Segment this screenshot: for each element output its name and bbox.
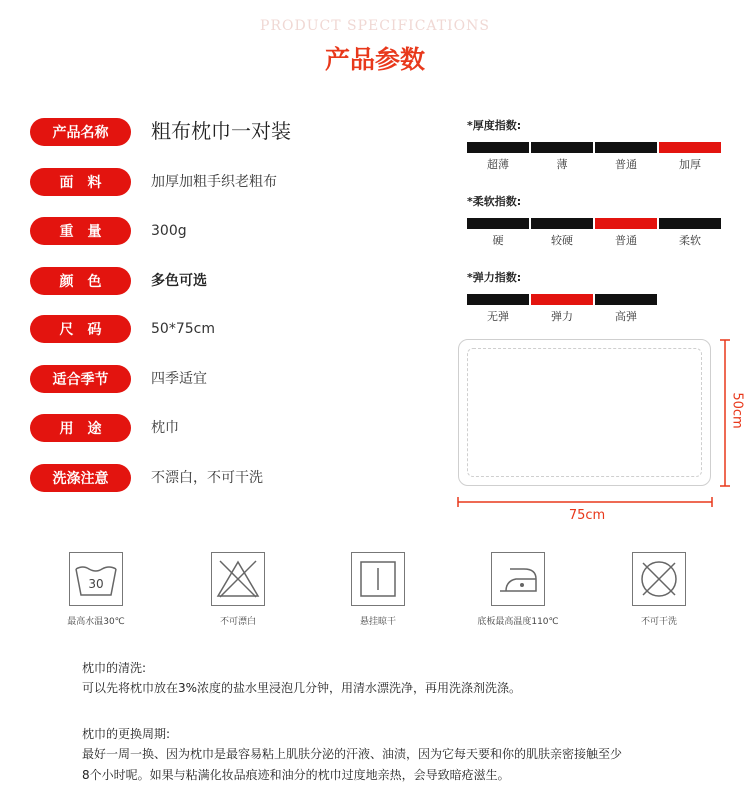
no-dry-clean-icon (632, 552, 686, 606)
thickness-index (467, 117, 723, 172)
care-label: 不可漂白 (219, 617, 256, 627)
care-label: 最高水温30℃ (67, 617, 125, 627)
hang-dry-icon (351, 552, 405, 606)
spec-value: 50*75cm (151, 321, 215, 337)
index-title: *柔软指数: (467, 195, 522, 208)
spec-label: 颜 色 (30, 267, 131, 295)
wash-temperature: 30 (88, 577, 104, 591)
spec-label: 面 料 (30, 168, 131, 196)
replace-text-line1: 最好一周一换、因为枕巾是最容易粘上肌肤分泌的汗液、油渍，因为它每天要和你的肌肤亲密接触至少 (82, 747, 623, 761)
index-option-selected: 弹力 (531, 294, 593, 324)
spec-value: 四季适宜 (151, 371, 207, 387)
spec-value: 加厚加粗手织老粗布 (151, 174, 277, 190)
width-dimension-line (457, 496, 713, 508)
index-option: 较硬 (531, 218, 593, 248)
cleaning-text: 可以先将枕巾放在3%浓度的盐水里浸泡几分钟，用清水漂洗净，再用洗涤剂洗涤。 (82, 681, 522, 695)
index-option: 柔软 (659, 218, 721, 248)
index-option: 高弹 (595, 294, 657, 324)
spec-value: 粗布枕巾一对装 (151, 119, 291, 143)
index-option-selected: 普通 (595, 218, 657, 248)
index-option: 硬 (467, 218, 529, 248)
care-label: 不可干洗 (640, 617, 677, 627)
elasticity-index (467, 269, 659, 324)
pillow-stitch-line (467, 348, 702, 477)
width-label: 75cm (568, 508, 606, 523)
no-bleach-icon (211, 552, 265, 606)
page-title: 产品参数 (324, 45, 425, 74)
header-english: PRODUCT SPECIFICATIONS (260, 18, 490, 34)
index-option: 超薄 (467, 142, 529, 172)
cleaning-title: 枕巾的清洗: (82, 661, 147, 675)
index-option-selected: 加厚 (659, 142, 721, 172)
spec-label: 用 途 (30, 414, 131, 442)
spec-label: 重 量 (30, 217, 131, 245)
replace-title: 枕巾的更换周期: (82, 727, 171, 741)
care-label: 底板最高温度110℃ (477, 617, 559, 627)
wash-30-icon (69, 552, 123, 606)
index-option: 无弹 (467, 294, 529, 324)
spec-label: 产品名称 (30, 118, 131, 146)
spec-value: 多色可选 (151, 273, 207, 289)
spec-label: 尺 码 (30, 315, 131, 343)
softness-index (467, 193, 723, 248)
spec-label: 适合季节 (30, 365, 131, 393)
spec-label: 洗涤注意 (30, 464, 131, 492)
iron-110-icon (491, 552, 545, 606)
replace-text-line2: 8个小时呢。如果与粘满化妆品痕迹和油分的枕巾过度地亲热，会导致暗疮滋生。 (82, 768, 510, 782)
index-title: *弹力指数: (467, 271, 522, 284)
height-label: 50cm (729, 392, 745, 429)
index-option: 薄 (531, 142, 593, 172)
spec-value: 枕巾 (151, 420, 179, 436)
index-title: *厚度指数: (467, 119, 522, 132)
spec-value: 300g (151, 223, 187, 239)
care-label: 悬挂晾干 (359, 617, 396, 627)
spec-value: 不漂白，不可干洗 (151, 470, 263, 486)
index-option: 普通 (595, 142, 657, 172)
